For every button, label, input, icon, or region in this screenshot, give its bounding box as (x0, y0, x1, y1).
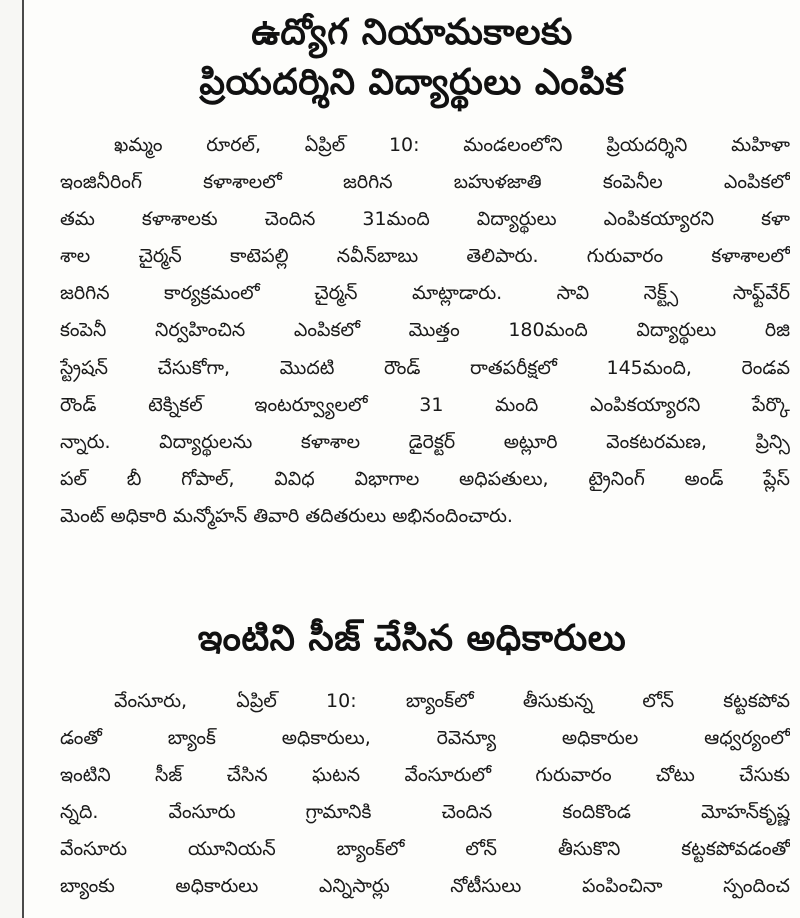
article-1-line: జరిగిన కార్యక్రమంలో చైర్మన్ మాట్లాడారు. సావి నెక్ట్స్ సాఫ్ట్‌వేర్ (60, 282, 790, 305)
article-1-line: మెంట్ అధికారి మన్మోహన్ తివారి తదితరులు అభినందించారు. (60, 504, 513, 527)
article-1-line: ఇంజినీరింగ్ కళాశాలలో జరిగిన బహుళజాతి కంపెనీల ఎంపికలో (60, 171, 790, 194)
article-1-line: పల్ బీ గోపాల్, వివిధ విభాగాల అధిపతులు, ట్రైనింగ్ అండ్ ప్లేస్ (60, 467, 790, 490)
article-2-line: డంతో బ్యాంక్ అధికారులు, రెవెన్యూ అధికారుల ఆధ్వర్యంలో (60, 727, 790, 750)
article-1-line: న్నారు. విద్యార్థులను కళాశాల డైరెక్టర్ అట్లూరి వెంకటరమణ, ప్రిన్సి (60, 430, 790, 453)
article-1-line: ఖమ్మం రూరల్, ఏప్రిల్ 10: మండలంలోని ప్రియదర్శిని మహిళా (114, 134, 790, 156)
article-2-line: వేంసూరు యూనియన్ బ్యాంక్‌లో లోన్ తీసుకొని కట్టకపోవడంతో (60, 838, 790, 861)
article-2-body (60, 683, 790, 906)
article-1-line: శాల చైర్మన్ కాటెపల్లి నవీన్‌బాబు తెలిపారు. గురువారం కళాశాలలో (60, 245, 790, 268)
article-2-line: ఇంటిని సీజ్ చేసిన ఘటన వేంసూరులో గురువారం చోటు చేసుకు (60, 764, 790, 787)
article-2-line: న్నది. వేంసూరు గ్రామానికి చెందిన కందికొండ మోహన్‌కృష్ణ (60, 801, 790, 824)
page-margin-strip (0, 0, 22, 918)
article-1-line: స్ట్రేషన్ చేసుకోగా, మొదటి రౌండ్ రాతపరీక్షలో 145మంది, రెండవ (60, 356, 790, 379)
article-1-body (60, 127, 790, 535)
article-1-line: కంపెనీ నిర్వహించిన ఎంపికలో మొత్తం 180మంది విద్యార్థులు రిజి (60, 319, 790, 342)
article-1-line: రౌండ్ టెక్నికల్ ఇంటర్వ్యూలలో 31 మంది ఎంపికయ్యారని పేర్కొ (60, 393, 790, 416)
article-2-headline: ఇంటిని సీజ్ చేసిన అధికారులు (197, 618, 627, 659)
article-1-headline-line-2: ప్రియదర్శిని విద్యార్థులు ఎంపిక (199, 62, 625, 103)
article-1-headline-line-1: ఉద్యోగ నియామకాలకు (251, 12, 573, 53)
article-2-line: బ్యాంకు అధికారులు ఎన్నిసార్లు నోటీసులు పంపించినా స్పందించ (60, 875, 790, 898)
article-1-line: తమ కళాశాలకు చెందిన 31మంది విద్యార్థులు ఎంపికయ్యారని కళా (60, 208, 790, 231)
newspaper-clipping (24, 0, 800, 918)
article-2-line: వేంసూరు, ఏప్రిల్ 10: బ్యాంక్‌లో తీసుకున్న లోన్ కట్టకపోవ (114, 690, 790, 712)
